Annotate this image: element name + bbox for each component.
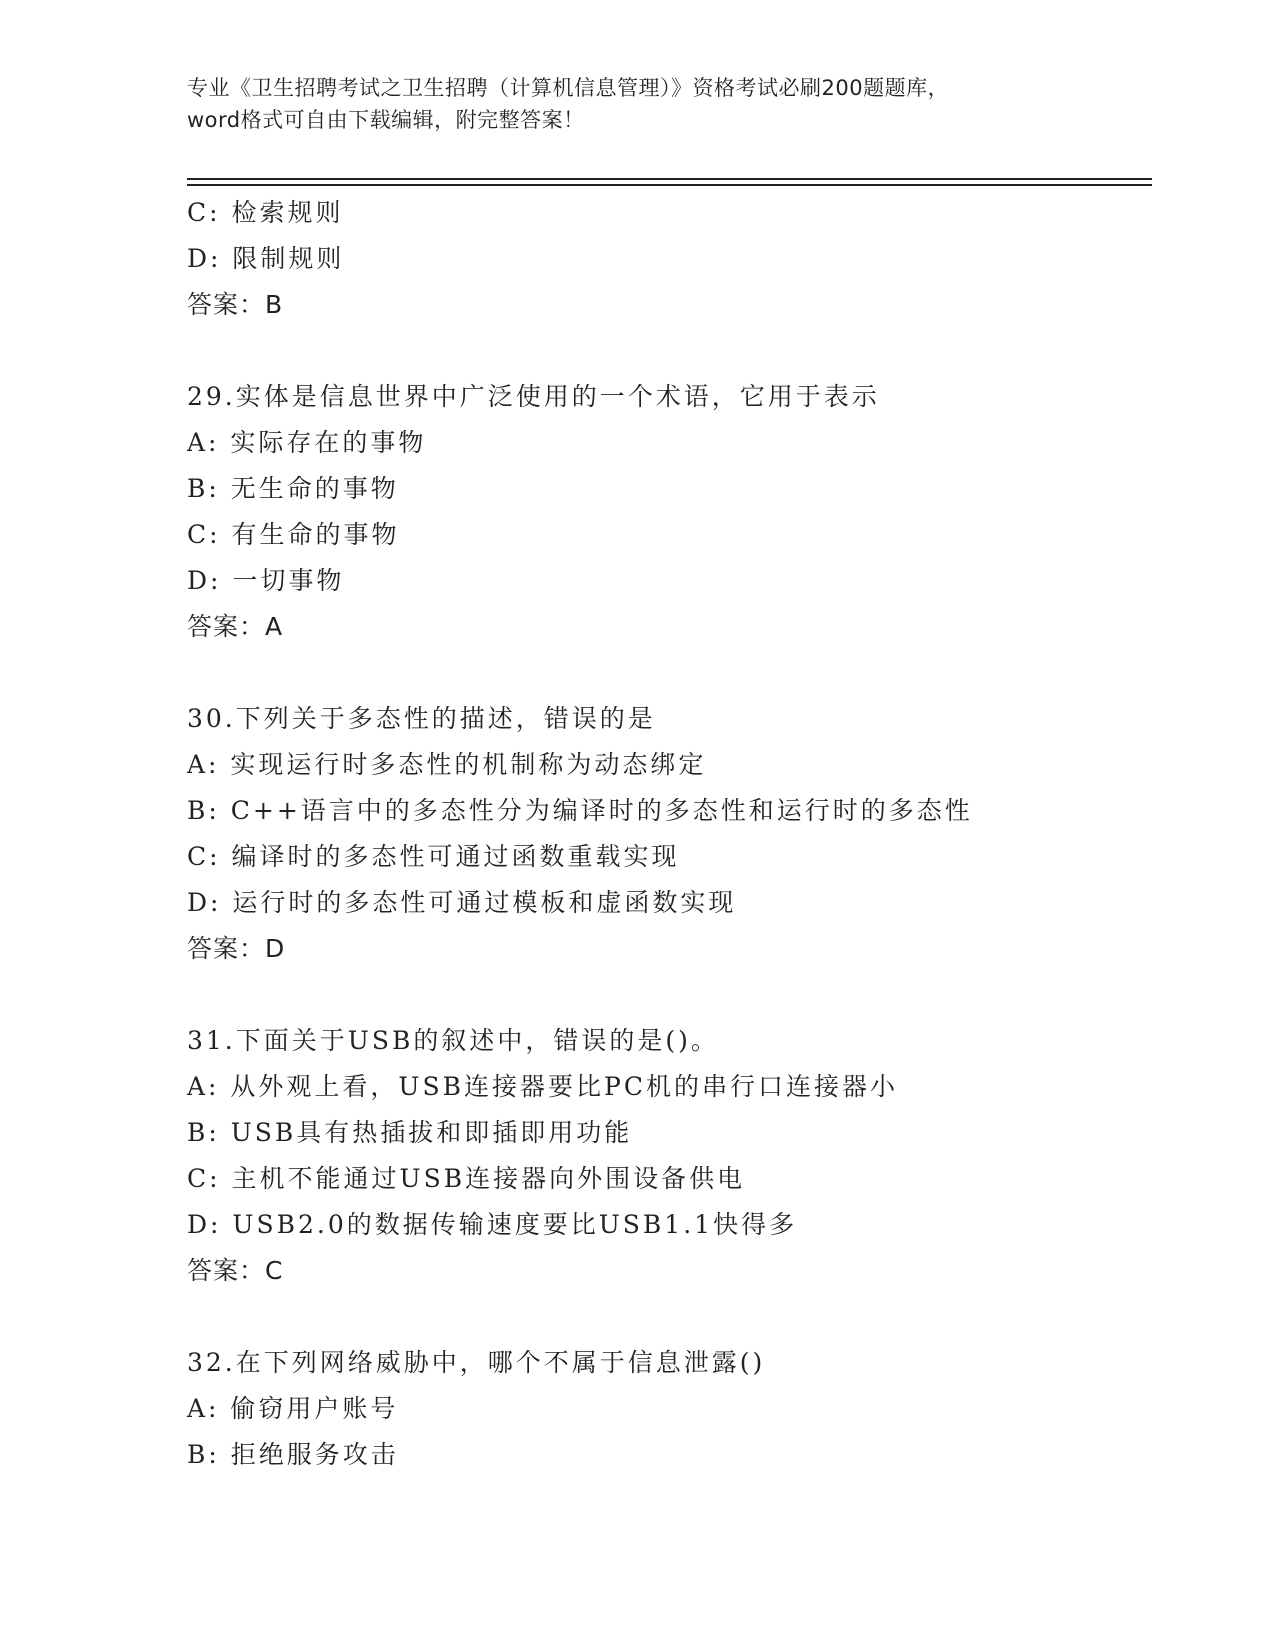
question-30 xyxy=(187,696,1187,972)
option-b: B: USB具有热插拔和即插即用功能 xyxy=(187,1118,633,1147)
question-title: 30.下列关于多态性的描述，错误的是 xyxy=(187,704,656,733)
option-b: B: 无生命的事物 xyxy=(187,474,399,503)
question-31 xyxy=(187,1018,1187,1294)
question-title: 31.下面关于USB的叙述中，错误的是()。 xyxy=(187,1026,719,1055)
spacer xyxy=(187,328,1187,374)
option-a: A: 实现运行时多态性的机制称为动态绑定 xyxy=(187,750,707,779)
answer: 答案：C xyxy=(187,1256,284,1285)
option-c: C: 主机不能通过USB连接器向外围设备供电 xyxy=(187,1164,746,1193)
option-d: D: USB2.0的数据传输速度要比USB1.1快得多 xyxy=(187,1210,798,1239)
option-c: C: 编译时的多态性可通过函数重载实现 xyxy=(187,842,680,871)
question-list xyxy=(187,190,1187,1478)
spacer xyxy=(187,1294,1187,1340)
option-c: C: 有生命的事物 xyxy=(187,520,400,549)
option-b: B: C++语言中的多态性分为编译时的多态性和运行时的多态性 xyxy=(187,796,973,825)
header-rule-bottom xyxy=(187,184,1152,186)
header-line-1: 专业《卫生招聘考试之卫生招聘（计算机信息管理）》资格考试必刷200题题库， xyxy=(187,76,950,100)
header-rule-top xyxy=(187,178,1152,180)
option-a: A: 从外观上看，USB连接器要比PC机的串行口连接器小 xyxy=(187,1072,898,1101)
document-header xyxy=(187,72,1087,136)
option-a: A: 偷窃用户账号 xyxy=(187,1394,399,1423)
question-title: 29.实体是信息世界中广泛使用的一个术语，它用于表示 xyxy=(187,382,880,411)
header-line-2: word格式可自由下载编辑，附完整答案！ xyxy=(187,108,585,132)
option-a: A: 实际存在的事物 xyxy=(187,428,427,457)
option-d: D: 一切事物 xyxy=(187,566,345,595)
spacer xyxy=(187,972,1187,1018)
answer: 答案：B xyxy=(187,290,284,319)
answer: 答案：D xyxy=(187,934,286,963)
question-title: 32.在下列网络威胁中，哪个不属于信息泄露() xyxy=(187,1348,766,1377)
question-28-partial xyxy=(187,190,1187,328)
option-d: D: 限制规则 xyxy=(187,244,345,273)
answer: 答案：A xyxy=(187,612,284,641)
option-b: B: 拒绝服务攻击 xyxy=(187,1440,399,1469)
option-d: D: 运行时的多态性可通过模板和虚函数实现 xyxy=(187,888,737,917)
spacer xyxy=(187,650,1187,696)
option-c: C: 检索规则 xyxy=(187,198,344,227)
question-29 xyxy=(187,374,1187,650)
question-32 xyxy=(187,1340,1187,1478)
